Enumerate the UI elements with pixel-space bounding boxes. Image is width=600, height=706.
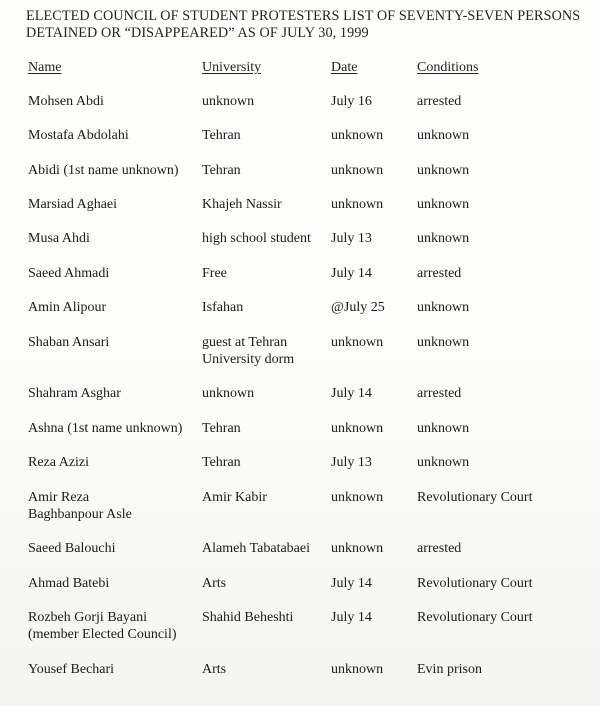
- university-cell: [202, 575, 226, 592]
- university-cell: [202, 127, 241, 144]
- university-cell: [202, 385, 254, 402]
- university-line: Free: [202, 266, 227, 281]
- name-line: Reza Azizi: [28, 455, 90, 470]
- university-cell: [202, 265, 227, 282]
- date-cell: July 14: [331, 610, 372, 625]
- name-cell: [28, 299, 106, 316]
- university-line: Alameh Tabatabaei: [202, 541, 310, 556]
- university-line: Shahid Beheshti: [202, 610, 294, 625]
- name-cell: [28, 93, 104, 110]
- date-cell: unknown: [331, 662, 384, 677]
- conditions-cell: arrested: [417, 386, 462, 401]
- university-line: guest at Tehran: [202, 335, 288, 350]
- date-cell: unknown: [331, 128, 384, 143]
- university-line: Arts: [202, 662, 227, 677]
- name-line: Amir Reza: [28, 490, 90, 505]
- conditions-cell: unknown: [417, 300, 470, 315]
- conditions-cell: unknown: [417, 128, 470, 143]
- name-line: Shahram Asghar: [28, 386, 121, 401]
- date-cell: July 14: [331, 266, 372, 281]
- university-cell: [202, 609, 293, 626]
- university-line: unknown: [202, 94, 255, 109]
- university-line: Amir Kabir: [202, 490, 267, 505]
- name-cell: [28, 661, 114, 678]
- name-line: Saeed Ahmadi: [28, 266, 110, 281]
- date-cell: unknown: [331, 541, 384, 556]
- conditions-cell: Evin prison: [417, 662, 482, 677]
- name-cell: [28, 575, 109, 592]
- name-cell: [28, 162, 178, 179]
- university-line: University dorm: [202, 352, 295, 367]
- conditions-cell: unknown: [417, 231, 470, 246]
- name-cell: [28, 454, 89, 471]
- name-cell: [28, 540, 115, 557]
- name-cell: [28, 489, 132, 523]
- university-cell: [202, 489, 267, 506]
- university-cell: [202, 299, 243, 316]
- conditions-cell: unknown: [417, 335, 470, 350]
- name-line: Ahmad Batebi: [28, 576, 110, 591]
- conditions-cell: arrested: [417, 541, 462, 556]
- date-cell: July 13: [331, 231, 372, 246]
- date-cell: unknown: [331, 490, 384, 505]
- name-cell: [28, 127, 129, 144]
- university-cell: [202, 454, 241, 471]
- column-header-name: Name: [28, 60, 62, 75]
- university-cell: [202, 162, 241, 179]
- name-line: Yousef Bechari: [28, 662, 115, 677]
- university-line: Tehran: [202, 163, 241, 178]
- title-line-2: DETAINED OR “DISAPPEARED” AS OF JULY 30, 1999: [26, 25, 369, 41]
- date-cell: July 13: [331, 455, 372, 470]
- university-line: high school student: [202, 231, 311, 246]
- column-header-date: Date: [331, 60, 358, 75]
- name-cell: [28, 385, 121, 402]
- university-line: Isfahan: [202, 300, 244, 315]
- name-line: Amin Alipour: [28, 300, 107, 315]
- name-line: (member Elected Council): [28, 627, 177, 642]
- date-cell: July 14: [331, 386, 372, 401]
- date-cell: unknown: [331, 421, 384, 436]
- name-line: Ashna (1st name unknown): [28, 421, 183, 436]
- column-header-conditions: Conditions: [417, 60, 479, 75]
- name-cell: [28, 420, 182, 437]
- university-cell: [202, 661, 226, 678]
- conditions-cell: unknown: [417, 163, 470, 178]
- conditions-cell: Revolutionary Court: [417, 490, 533, 505]
- university-cell: [202, 93, 254, 110]
- conditions-cell: Revolutionary Court: [417, 610, 533, 625]
- university-line: Tehran: [202, 421, 241, 436]
- conditions-cell: arrested: [417, 94, 462, 109]
- conditions-cell: Revolutionary Court: [417, 576, 533, 591]
- name-line: Shaban Ansari: [28, 335, 110, 350]
- name-cell: [28, 609, 177, 643]
- university-cell: [202, 230, 311, 247]
- name-cell: [28, 196, 117, 213]
- date-cell: unknown: [331, 335, 384, 350]
- name-line: Mohsen Abdi: [28, 94, 104, 109]
- date-cell: @July 25: [331, 300, 385, 315]
- conditions-cell: unknown: [417, 421, 470, 436]
- name-line: Musa Ahdi: [28, 231, 90, 246]
- name-cell: [28, 230, 90, 247]
- name-line: Saeed Balouchi: [28, 541, 116, 556]
- name-line: Marsiad Aghaei: [28, 197, 118, 212]
- name-line: Baghbanpour Asle: [28, 507, 132, 522]
- date-cell: July 16: [331, 94, 372, 109]
- name-line: Rozbeh Gorji Bayani: [28, 610, 147, 625]
- university-line: Arts: [202, 576, 227, 591]
- name-cell: [28, 334, 109, 351]
- document-title: [26, 8, 596, 42]
- date-cell: July 14: [331, 576, 372, 591]
- name-line: Abidi (1st name unknown): [28, 163, 179, 178]
- column-header-university: University: [202, 60, 262, 75]
- date-cell: unknown: [331, 197, 384, 212]
- date-cell: unknown: [331, 163, 384, 178]
- university-line: Khajeh Nassir: [202, 197, 282, 212]
- university-line: Tehran: [202, 455, 241, 470]
- university-cell: [202, 196, 282, 213]
- university-cell: [202, 334, 294, 368]
- name-line: Mostafa Abdolahi: [28, 128, 129, 143]
- university-line: Tehran: [202, 128, 241, 143]
- conditions-cell: unknown: [417, 455, 470, 470]
- university-cell: [202, 540, 310, 557]
- name-cell: [28, 265, 109, 282]
- university-cell: [202, 420, 241, 437]
- conditions-cell: arrested: [417, 266, 462, 281]
- university-line: unknown: [202, 386, 255, 401]
- conditions-cell: unknown: [417, 197, 470, 212]
- title-line-1: ELECTED COUNCIL OF STUDENT PROTESTERS LIST OF SEVENTY-SEVEN PERSONS: [26, 8, 581, 24]
